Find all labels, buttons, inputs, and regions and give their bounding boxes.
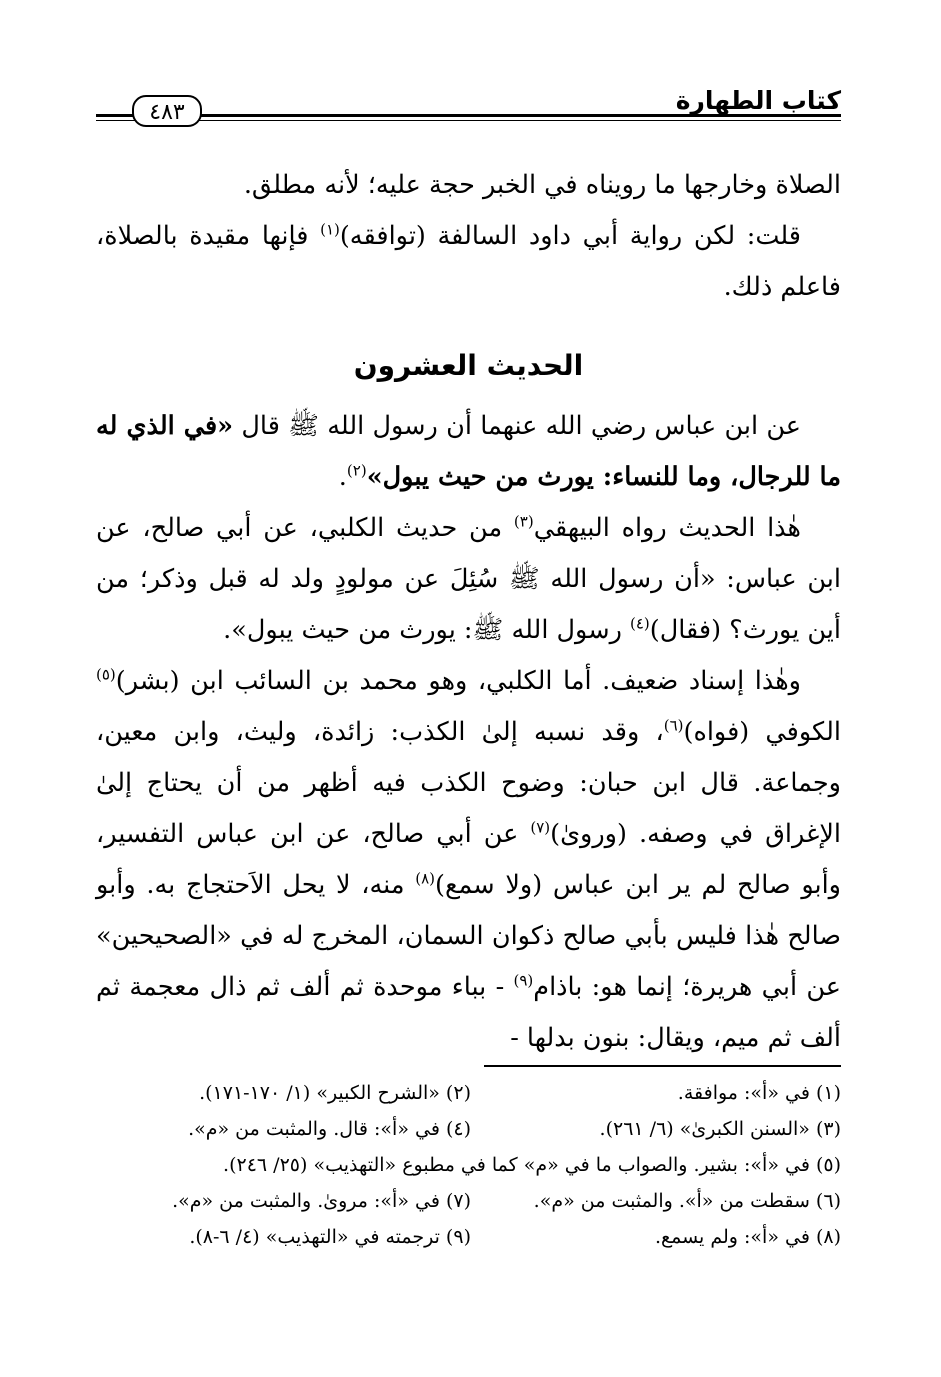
paragraph-text: عن ابن عباس رضي الله عنهما أن رسول الله ﷺ قال <box>233 411 801 441</box>
footnote-ref: (٣) <box>513 512 534 531</box>
footnotes <box>96 1075 841 1255</box>
footnote-row <box>96 1111 841 1147</box>
paragraph-text: منه، لا يحل الاَحتجاج به. وأبو صالح هٰذا فليس بأبي صالح ذكوان السمان، المخرج له في «الصحيحين» عن أبي هريرة؛ إنما هو: باذام <box>96 870 842 1002</box>
paragraph-text: رسول الله ﷺ: يورث من حيث يبول». <box>223 615 630 645</box>
hadith-quote: «في الذي له ما للرجال، وما للنساء: يورث من حيث يبول» <box>96 411 841 492</box>
page-number: ٤٨٣ <box>132 95 202 127</box>
footnote: (٢) «الشرح الكبير» (١/ ١٧٠-١٧١). <box>199 1082 471 1104</box>
paragraph-text: هٰذا الحديث رواه البيهقي <box>533 513 801 543</box>
paragraph-text: الصلاة وخارجها ما رويناه في الخبر حجة عليه؛ لأنه مطلق. <box>243 170 841 200</box>
footnote-ref: (٢) <box>346 461 367 480</box>
footnote-ref: (٥) <box>96 665 116 684</box>
paragraph-text: ، وقد نسبه إلىٰ الكذب: زائدة، وليث، وابن معين، وجماعة. قال ابن حبان: وضوح الكذب فيه أظهر من أن يحتاج إلىٰ الإغراق في وصفه. (وروىٰ) <box>96 717 842 849</box>
paragraph-text: من حديث الكلبي، عن أبي صالح، عن ابن عباس: «أن رسول الله ﷺ سُئِلَ عن مولودٍ ولد له قبل وذكر؛ من أين يورث؟ (فقال) <box>96 513 841 645</box>
footnote-ref: (٧) <box>530 818 551 837</box>
section-heading: الحديث العشرون <box>353 349 584 382</box>
paragraph-text: فإنها مقيدة بالصلاة، فاعلم ذلك. <box>96 221 841 302</box>
footnote-row <box>96 1183 841 1219</box>
footnote-ref: (١) <box>320 220 340 239</box>
footnote-ref: (٤) <box>630 614 650 633</box>
footnote: (٩) ترجمته في «التهذيب» (٤/ ٦-٨). <box>189 1226 471 1248</box>
footnote: (٧) في «أ»: مروىٰ. والمثبت من «م». <box>172 1190 471 1212</box>
footnote-ref: (٦) <box>663 716 684 735</box>
footnote: (٤) في «أ»: قال. والمثبت من «م». <box>188 1118 471 1140</box>
chapter-title: كتاب الطهارة <box>675 86 841 115</box>
footnote-row <box>96 1147 841 1183</box>
paragraph-text: قلت: لكن رواية أبي داود السالفة (توافقه) <box>339 221 802 251</box>
footnote: (٣) «السنن الكبرىٰ» (٦/ ٢٦١). <box>599 1118 841 1140</box>
paragraph-hadith <box>96 401 841 503</box>
paragraph-1 <box>96 160 841 211</box>
footnote: (٨) في «أ»: ولم يسمع. <box>654 1226 841 1248</box>
header-rule-thin <box>96 120 841 121</box>
footnote: (٥) في «أ»: بشير. والصواب ما في «م» كما في مطبوع «التهذيب» (٢٥/ ٢٤٦). <box>223 1154 841 1176</box>
footnote-row <box>96 1219 841 1255</box>
main-text <box>96 160 841 1064</box>
footnote: (٦) سقطت من «أ». والمثبت من «م». <box>533 1190 841 1212</box>
paragraph-text: - بباء موحدة ثم ألف ثم ذال معجمة ثم ألف ثم ميم، ويقال: بنون بدلها - <box>96 972 841 1053</box>
paragraph-text: الكوفي (فواه) <box>683 717 841 747</box>
footnote: (١) في «أ»: موافقة. <box>677 1082 841 1104</box>
paragraph-5 <box>96 656 841 1064</box>
paragraph-4 <box>96 503 841 656</box>
footnote-separator <box>484 1065 841 1067</box>
footnote-row <box>96 1075 841 1111</box>
running-header <box>96 80 841 130</box>
paragraph-2 <box>96 211 841 313</box>
paragraph-text: . <box>338 462 347 492</box>
footnote-ref: (٨) <box>415 869 435 888</box>
paragraph-text: وهٰذا إسناد ضعيف. أما الكلبي، وهو محمد بن السائب ابن (بشر) <box>115 666 801 696</box>
paragraph-text: عن أبي صالح، عن ابن عباس التفسير، وأبو صالح لم ير ابن عباس (ولا سمع) <box>96 819 841 900</box>
footnote-ref: (٩) <box>513 971 534 990</box>
